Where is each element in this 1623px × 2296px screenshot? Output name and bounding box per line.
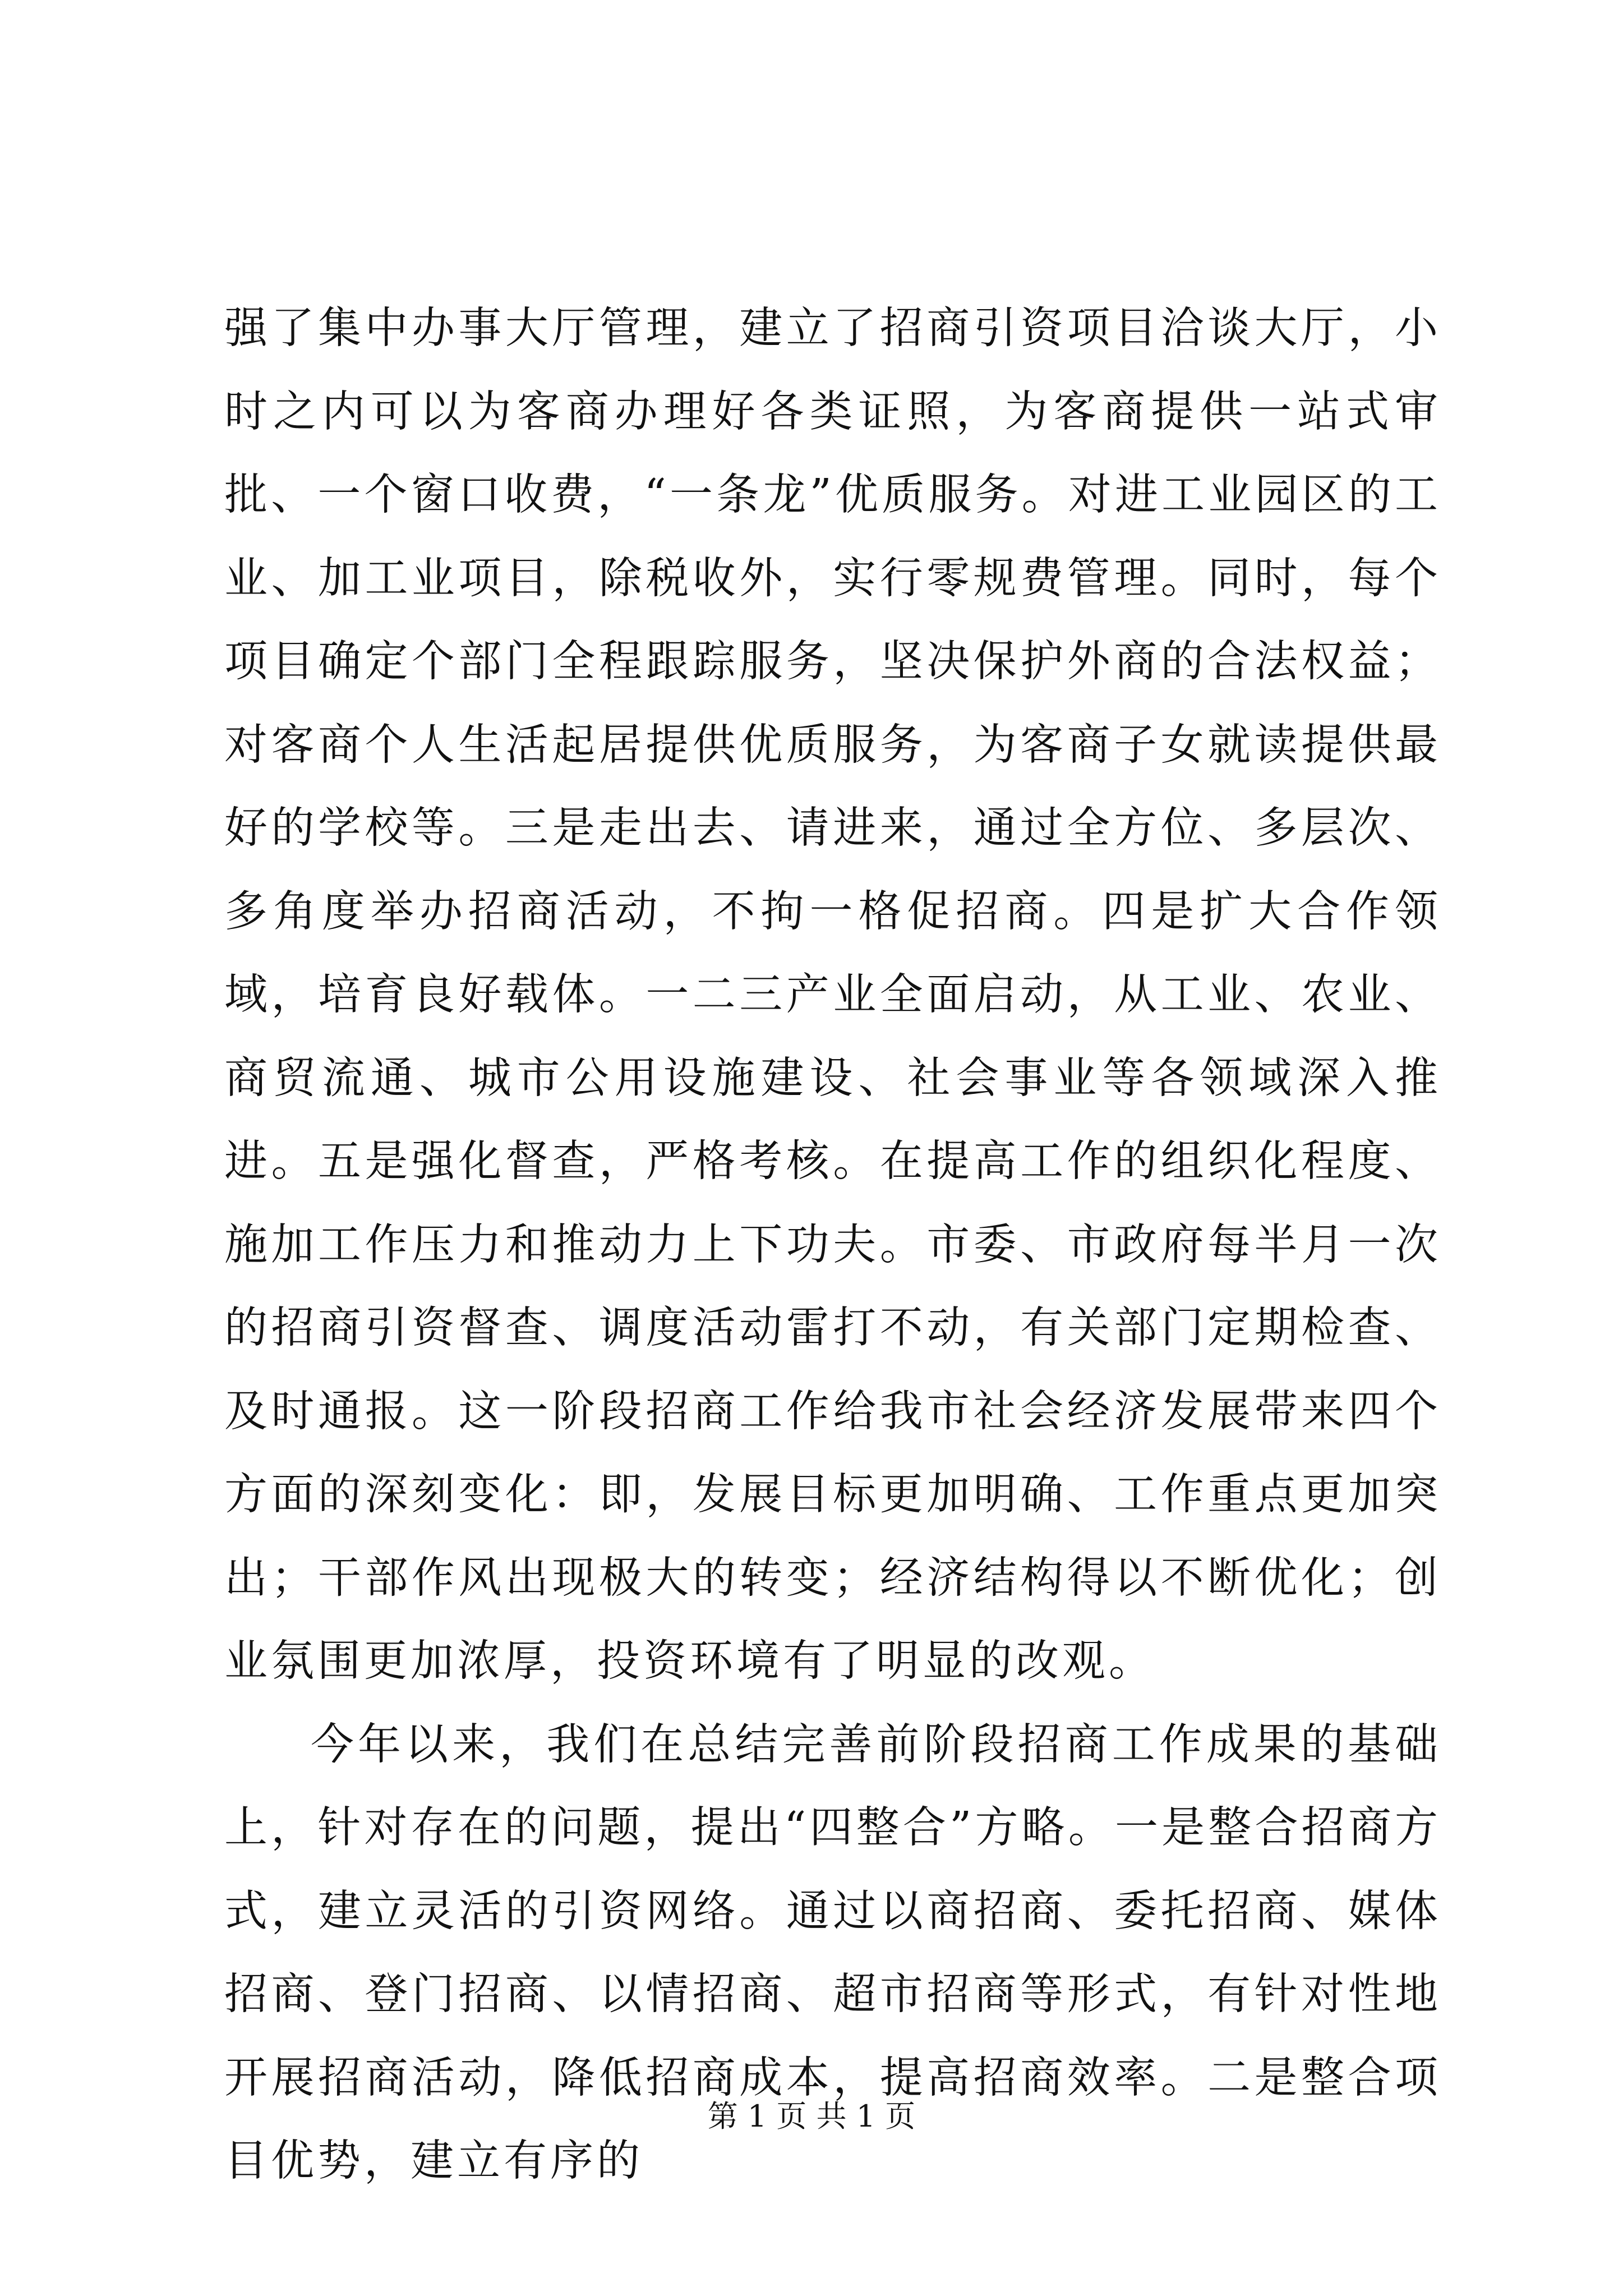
- paragraph-1: 强了集中办事大厅管理，建立了招商引资项目洽谈大厅，小时之内可以为客商办理好各类证照，为客商提供一站式审批、一个窗口收费，“一条龙”优质服务。对进工业园区的工业、加工业项目，除税收外，实行零规费管理。同时，每个项目确定个部门全程跟踪服务，坚决保护外商的合法权益；对客商个人生活起居提供优质服务，为客商子女就读提供最好的学校等。三是走出去、请进来，通过全方位、多层次、多角度举办招商活动，不拘一格促招商。四是扩大合作领域，培育良好载体。一二三产业全面启动，从工业、农业、商贸流通、城市公用设施建设、社会事业等各领域深入推进。五是强化督查，严格考核。在提高工作的组织化程度、施加工作压力和推动力上下功夫。市委、市政府每半月一次的招商引资督查、调度活动雷打不动，有关部门定期检查、及时通报。这一阶段招商工作给我市社会经济发展带来四个方面的深刻变化：即，发展目标更加明确、工作重点更加突出；干部作风出现极大的转变；经济结构得以不断优化；创业氛围更加浓厚，投资环境有了明显的改观。: [224, 303, 1441, 1686]
- paragraph-2: 今年以来，我们在总结完善前阶段招商工作成果的基础上，针对存在的问题，提出“四整合”方略。一是整合招商方式，建立灵活的引资网络。通过以商招商、委托招商、媒体招商、登门招商、以情招商、超市招商等形式，有针对性地开展招商活动，降低招商成本，提高招商效率。二是整合项目优势，建立有序的: [224, 1719, 1441, 2186]
- page-footer: 第 1 页 共 1 页: [707, 2099, 916, 2134]
- document-body: [224, 287, 1441, 2203]
